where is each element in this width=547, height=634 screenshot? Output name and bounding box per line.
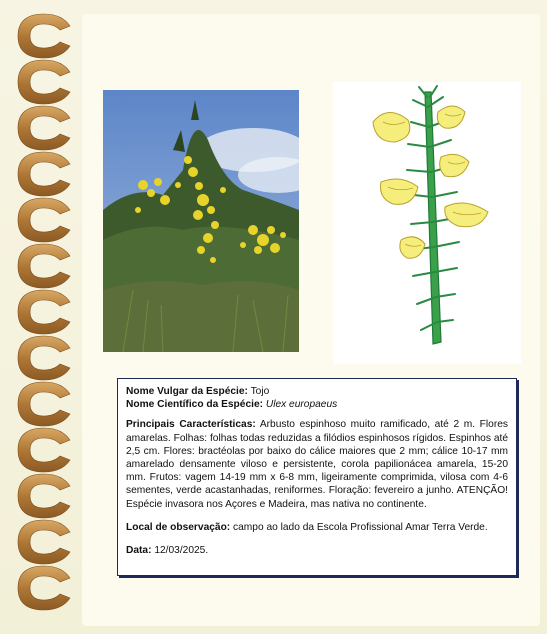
binder-ring-icon [18,520,70,564]
location-value: campo ao lado da Escola Profissional Amar Terra Verde. [233,521,488,533]
date-value: 12/03/2025. [154,545,209,557]
date-row [126,544,508,557]
location-row [126,521,508,534]
binder-ring-icon [18,566,70,610]
binder-ring-icon [18,428,70,472]
binder-ring-icon [18,382,70,426]
common-name-label: Nome Vulgar da Espécie: [126,386,248,397]
scientific-name-row [126,398,508,411]
binder-ring-icon [18,244,70,288]
binder-ring-icon [18,60,70,104]
binder-ring-icon [18,14,70,58]
binder-ring-icon [18,336,70,380]
binder-ring-icon [18,474,70,518]
characteristics-paragraph [126,418,508,510]
species-info-card [117,378,517,576]
scientific-name-value: Ulex europaeus [265,399,338,411]
common-name-value: Tojo [250,386,270,397]
binder-ring-icon [18,106,70,150]
location-label: Local de observação: [126,521,231,533]
species-drawing [333,82,521,364]
characteristics-label: Principais Características: [126,419,256,431]
binder-ring-icon [18,290,70,334]
common-name-row [126,385,508,398]
binder-spine [0,0,90,634]
scientific-name-label: Nome Científico da Espécie: [126,399,263,411]
characteristics-text: Arbusto espinhoso muito ramificado, até 2 m. Flores amarelas. Folhas: folhas todas reduzidas a filódios espinhosos rígidos. Espinhos até 2,5 cm. Flores: bractéolas por baixo do cálice maiores que 2 mm; cálice 10-17 mm amarelado densamente viloso e persistente, corola papilionácea amarela, 15-20 mm. Frutos: vagem 14-19 mm x 6-8 mm, ligeiramente comprimida, vilosa com 4-6 sementes, verde acastanhadas, reniformes. Floração: fevereiro a junho. ATENÇÃO! Espécie invasora nos Açores e Madeira, mas nativa no continente. [126,419,508,510]
date-label: Data: [126,545,152,557]
binder-ring-icon [18,152,70,196]
species-photo [103,90,299,352]
binder-ring-icon [18,198,70,242]
